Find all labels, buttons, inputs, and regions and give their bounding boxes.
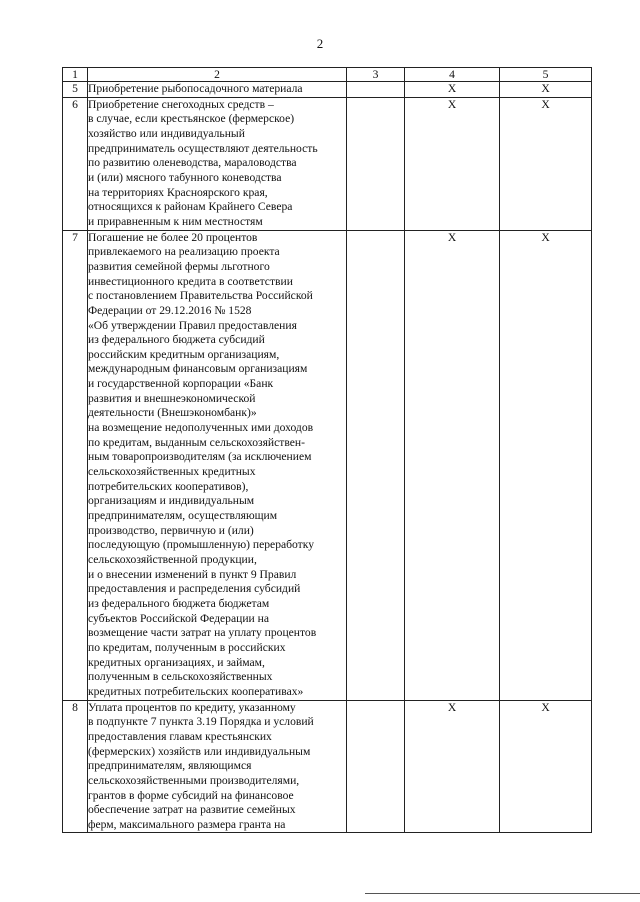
table-row — [63, 82, 592, 98]
description-line: на возмещение недополученных ими доходов — [88, 421, 314, 435]
description-line: возмещение части затрат на уплату процентов — [88, 626, 317, 640]
row-number: 7 — [63, 230, 88, 700]
header-cell-4: 4 — [405, 68, 500, 82]
row-number: 5 — [63, 82, 88, 98]
description-line: с постановлением Правительства Российской — [88, 289, 313, 303]
description-line: грантов в форме субсидий на финансовое — [88, 788, 294, 802]
description-line: обеспечение затрат на развитие семейных — [88, 803, 296, 817]
row-col4-mark: Х — [405, 700, 500, 833]
row-description — [88, 230, 347, 700]
row-description — [88, 97, 347, 230]
description-line: субъектов Российской Федерации на — [88, 611, 269, 625]
description-line: сельскохозяйственной продукции, — [88, 553, 257, 566]
table-row — [63, 97, 592, 230]
header-cell-5: 5 — [500, 68, 592, 82]
header-cell-1: 1 — [63, 68, 88, 82]
description-line: сельскохозяйственных кредитных — [88, 465, 256, 479]
row-col5-mark: Х — [500, 82, 592, 98]
description-line: кредитных организациях, и займам, — [88, 655, 265, 669]
description-line: ным товаропроизводителям (за исключением — [88, 450, 312, 464]
description-line: по кредитам, полученным в российских — [88, 640, 286, 654]
description-line: на территориях Красноярского края, — [88, 185, 268, 199]
description-line: кредитных потребительских кооперативах» — [88, 684, 304, 698]
description-line: и о внесении изменений в пункт 9 Правил — [88, 567, 297, 581]
row-description — [88, 82, 347, 98]
description-line: развития семейной фермы льготного — [88, 259, 270, 273]
row-col4-mark: Х — [405, 82, 500, 98]
table-row — [63, 230, 592, 700]
description-line: по кредитам, выданным сельскохозяйствен- — [88, 435, 305, 449]
description-line: в случае, если крестьянское (фермерское) — [88, 112, 295, 126]
bottom-rule — [365, 893, 640, 894]
table-body — [63, 82, 592, 833]
description-line: Приобретение рыбопосадочного материала — [88, 82, 303, 95]
page-number: 2 — [316, 36, 324, 51]
description-line: «Об утверждении Правил предоставления — [88, 318, 297, 332]
description-line: деятельности (Внешэкономбанк)» — [88, 406, 257, 420]
row-col5-mark: Х — [500, 230, 592, 700]
header-cell-2: 2 — [88, 68, 347, 82]
description-line: предоставления и распределения субсидий — [88, 582, 301, 596]
row-number: 6 — [63, 97, 88, 230]
description-line: сельскохозяйственными производителями, — [88, 773, 300, 787]
description-line: полученным в сельскохозяйственных — [88, 670, 273, 684]
table-header-row — [63, 68, 592, 82]
description-line: международным финансовым организациям — [88, 362, 308, 376]
description-line: (фермерских) хозяйств или индивидуальным — [88, 744, 311, 758]
description-line: развития и внешнеэкономической — [88, 391, 256, 405]
description-line: в подпункте 7 пункта 3.19 Порядка и условий — [88, 715, 314, 729]
description-line: организациям и индивидуальным — [88, 494, 255, 508]
row-col4-mark: Х — [405, 97, 500, 230]
row-col4-mark: Х — [405, 230, 500, 700]
row-number: 8 — [63, 700, 88, 833]
description-line: Погашение не более 20 процентов — [88, 230, 258, 244]
description-line: российским кредитным организациям, — [88, 347, 280, 361]
row-col3-mark — [347, 97, 405, 230]
row-col3-mark — [347, 82, 405, 98]
description-line: относящихся к районам Крайнего Севера — [88, 200, 293, 214]
table-row — [63, 700, 592, 833]
description-line: инвестиционного кредита в соответствии — [88, 274, 293, 288]
row-col5-mark: Х — [500, 700, 592, 833]
description-line: предпринимателям, являющимся — [88, 759, 252, 773]
description-line: Федерации от 29.12.2016 № 1528 — [88, 303, 252, 317]
description-line: и приравненным к ним местностям — [88, 214, 263, 228]
header-cell-3: 3 — [347, 68, 405, 82]
description-line: ферм, максимального размера гранта на — [88, 817, 286, 831]
description-line: Приобретение снегоходных средств – — [88, 97, 274, 111]
description-line: и государственной корпорации «Банк — [88, 377, 274, 391]
row-col3-mark — [347, 700, 405, 833]
description-line: потребительских кооперативов), — [88, 479, 249, 493]
description-line: привлекаемого на реализацию проекта — [88, 245, 280, 259]
description-line: производство, первичную и (или) — [88, 523, 254, 537]
description-line: и (или) мясного табунного коневодства — [88, 170, 282, 184]
description-line: последующую (промышленную) переработку — [88, 538, 315, 552]
description-line: из федерального бюджета бюджетам — [88, 596, 270, 610]
description-line: по развитию оленеводства, мараловодства — [88, 156, 297, 170]
row-description — [88, 700, 347, 833]
description-line: предоставления главам крестьянских — [88, 729, 272, 743]
description-line: из федерального бюджета субсидий — [88, 333, 265, 347]
document-table — [62, 67, 592, 833]
description-line: Уплата процентов по кредиту, указанному — [88, 700, 296, 714]
row-col3-mark — [347, 230, 405, 700]
description-line: хозяйство или индивидуальный — [88, 126, 245, 140]
row-col5-mark: Х — [500, 97, 592, 230]
description-line: предприниматель осуществляют деятельность — [88, 141, 318, 155]
description-line: предпринимателям, осуществляющим — [88, 509, 278, 523]
